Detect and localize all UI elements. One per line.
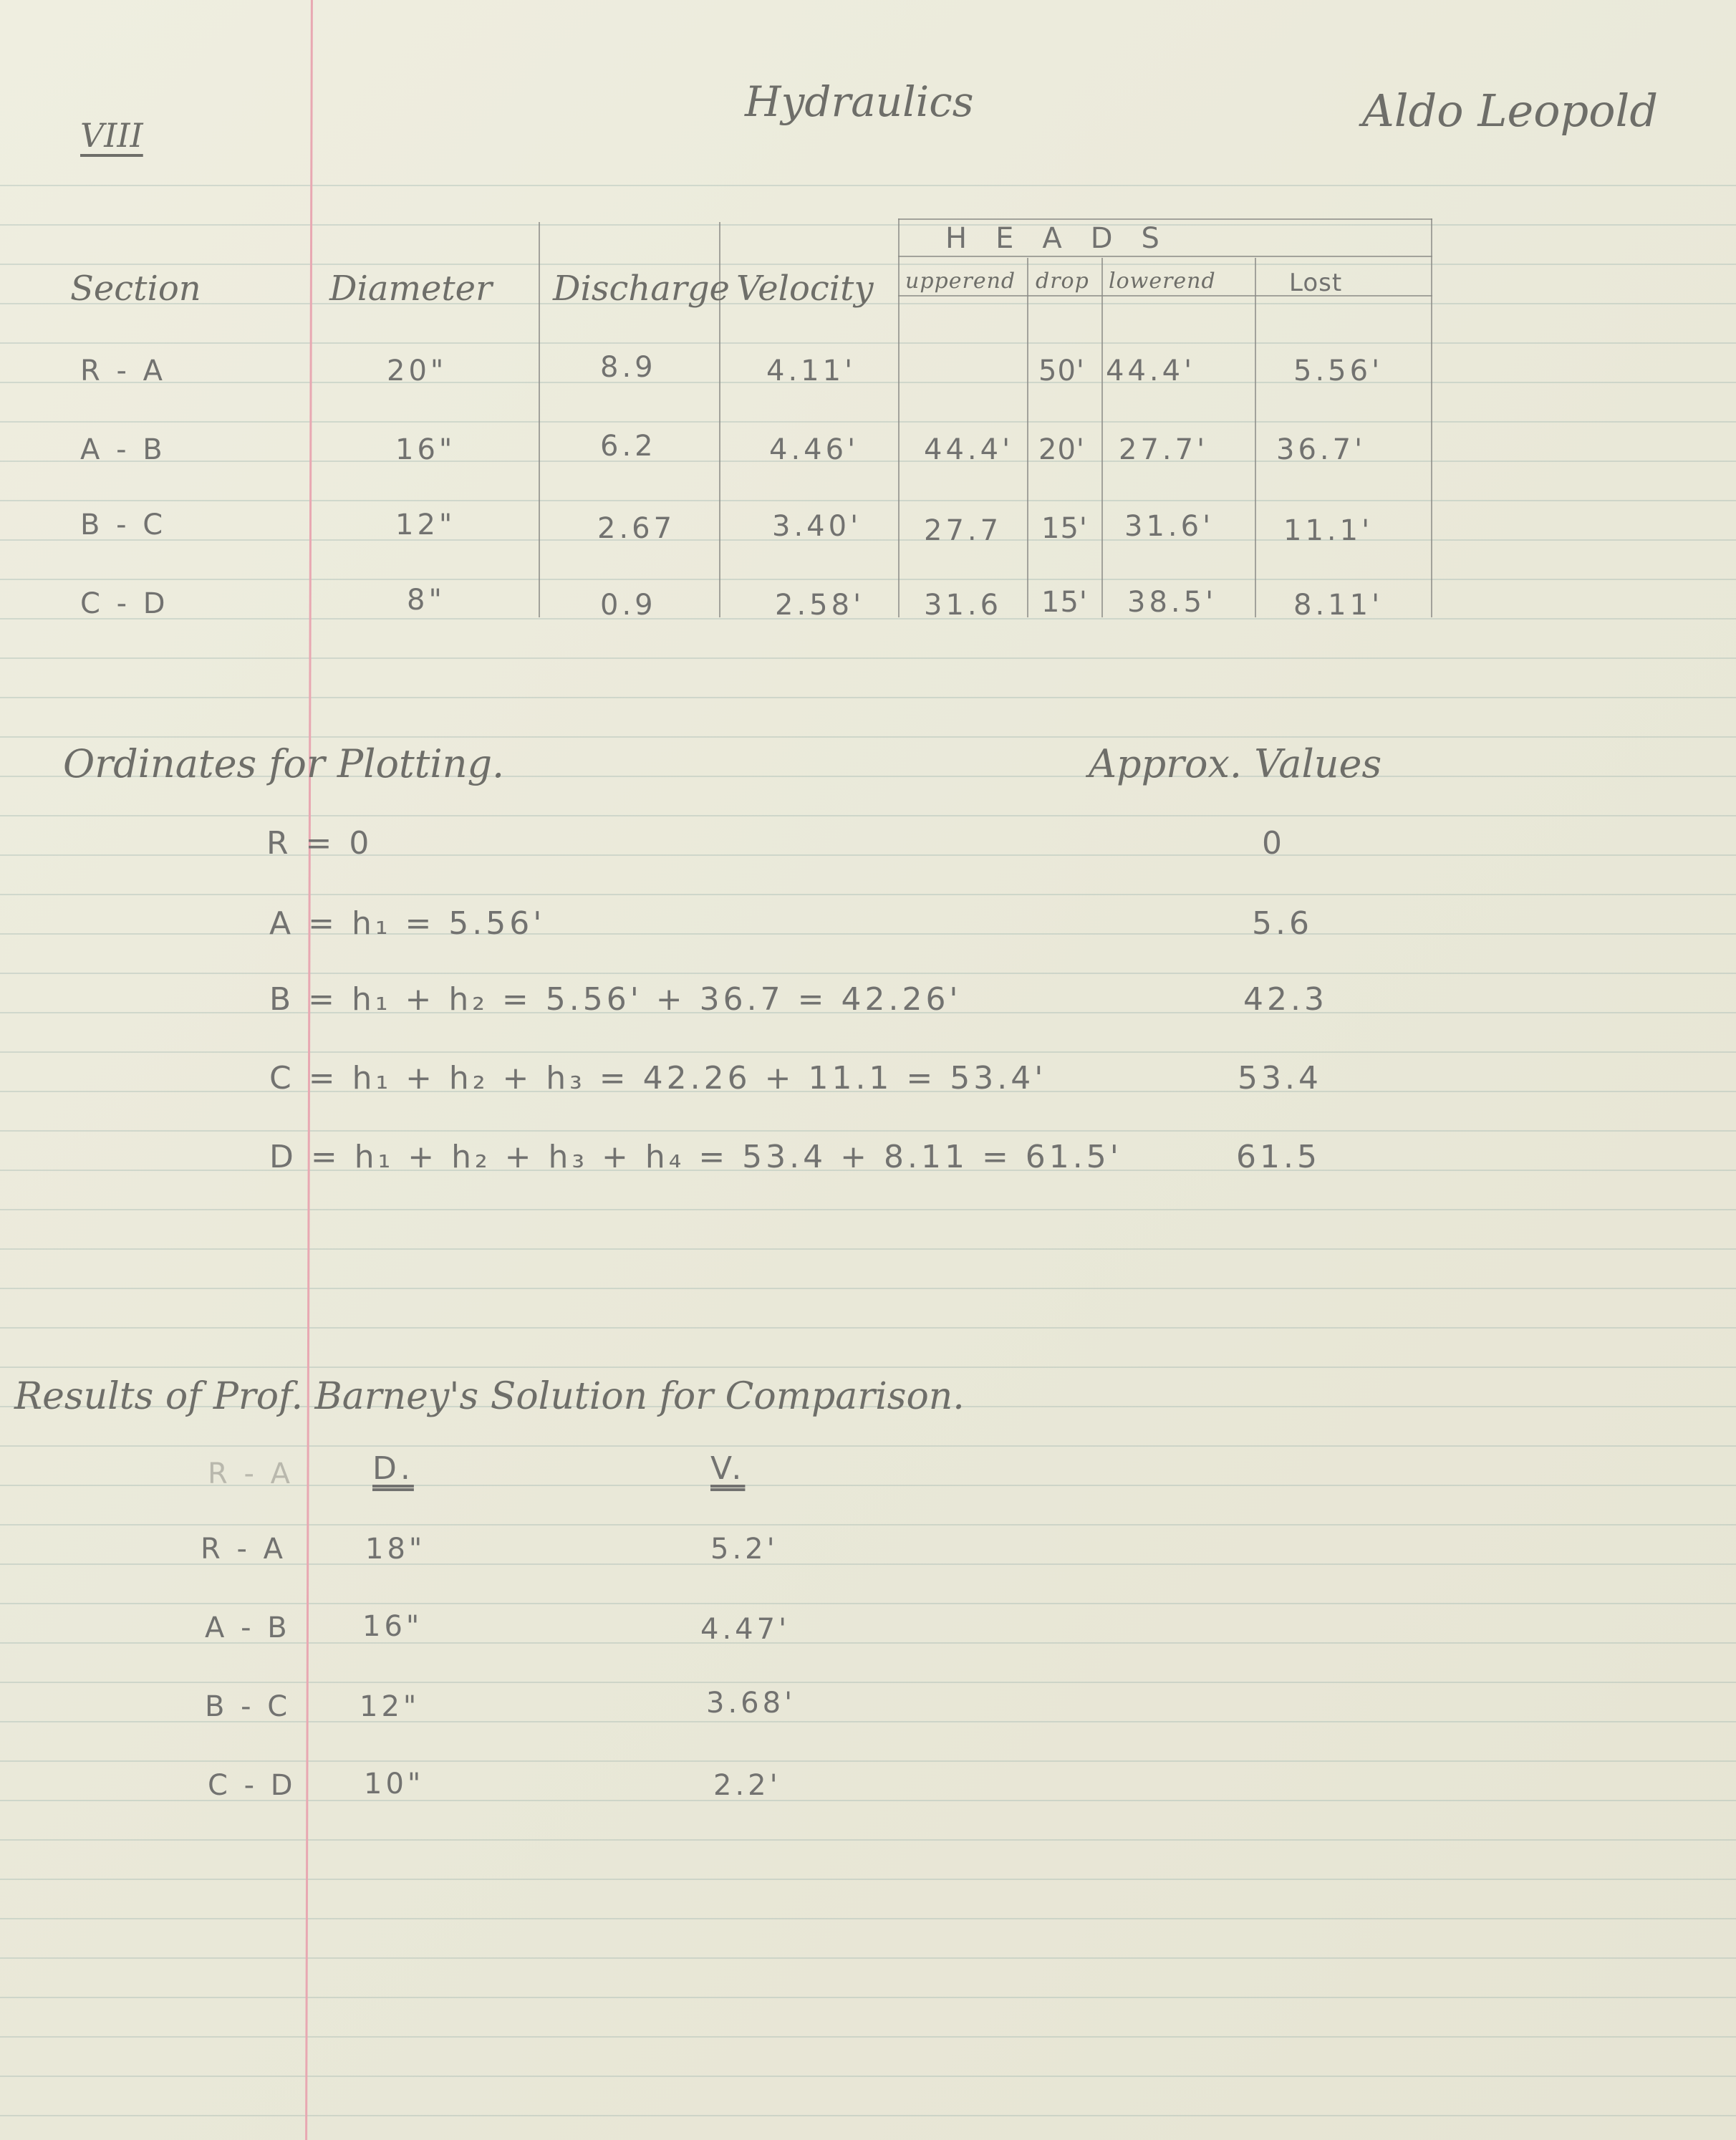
table-cell-drop: 15' (1041, 586, 1088, 619)
results-row-d: 16" (362, 1610, 423, 1643)
approx-values-title: Approx. Values (1089, 741, 1382, 786)
page-title: Hydraulics (745, 77, 974, 126)
discharge-header: Discharge (553, 269, 730, 309)
table-rule (898, 295, 1432, 297)
table-cell-lost: 5.56' (1293, 355, 1384, 387)
ordinate-approx: 5.6 (1252, 905, 1313, 942)
table-cell-diameter: 8" (407, 584, 445, 617)
results-row-section: R - A (201, 1533, 287, 1566)
ordinate-equation: D = h₁ + h₂ + h₃ + h₄ = 53.4 + 8.11 = 61.5' (269, 1139, 1122, 1175)
results-row-d: 12" (360, 1690, 420, 1723)
table-cell-drop: 20' (1038, 433, 1085, 466)
table-cell-velocity: 3.40' (772, 510, 862, 543)
ordinate-approx: 53.4 (1238, 1060, 1322, 1096)
table-divider (898, 218, 900, 617)
table-cell-lowerend: 27.7' (1119, 433, 1209, 466)
table-rule (898, 256, 1432, 257)
drop-header: drop (1036, 269, 1089, 294)
ordinate-equation: B = h₁ + h₂ = 5.56' + 36.7 = 42.26' (269, 981, 962, 1018)
table-cell-section: R - A (80, 355, 167, 387)
table-cell-upperend: 44.4' (924, 433, 1014, 466)
table-divider (1027, 258, 1028, 617)
table-cell-lowerend: 31.6' (1124, 510, 1215, 543)
table-cell-lost: 36.7' (1276, 433, 1366, 466)
faint-label: R - A (208, 1457, 294, 1490)
section-header: Section (70, 269, 201, 309)
table-divider (1255, 258, 1256, 617)
table-cell-lowerend: 38.5' (1127, 586, 1217, 619)
author-signature: Aldo Leopold (1362, 85, 1659, 137)
heads-header: HEADS (945, 222, 1188, 255)
table-cell-lowerend: 44.4' (1106, 355, 1196, 387)
page-roman-numeral: VIII (80, 116, 143, 155)
table-cell-drop: 15' (1041, 512, 1088, 545)
table-divider (1101, 258, 1103, 617)
results-col-d: D. (372, 1450, 414, 1487)
results-row-v: 2.2' (713, 1769, 781, 1802)
table-cell-lost: 8.11' (1293, 589, 1384, 622)
table-cell-diameter: 20" (387, 355, 448, 387)
table-cell-upperend: 27.7 (924, 514, 1003, 547)
table-cell-velocity: 4.11' (766, 355, 857, 387)
results-row-d: 10" (364, 1768, 425, 1801)
results-row-section: A - B (205, 1611, 291, 1644)
table-divider (539, 222, 540, 617)
lost-header: Lost (1289, 269, 1343, 297)
results-row-v: 5.2' (710, 1533, 778, 1566)
results-row-v: 3.68' (706, 1687, 796, 1720)
table-cell-drop: 50' (1038, 355, 1085, 387)
table-cell-diameter: 12" (395, 509, 456, 541)
diameter-header: Diameter (329, 269, 493, 309)
results-row-v: 4.47' (700, 1613, 791, 1646)
velocity-header: Velocity (736, 269, 874, 309)
table-cell-discharge: 0.9 (600, 589, 657, 622)
results-row-d: 18" (365, 1533, 426, 1566)
ordinate-approx: 42.3 (1243, 981, 1328, 1018)
table-cell-velocity: 2.58' (775, 589, 865, 622)
table-cell-upperend: 31.6 (924, 589, 1003, 622)
results-row-section: B - C (205, 1690, 291, 1723)
ordinate-equation: A = h₁ = 5.56' (269, 905, 546, 942)
table-cell-discharge: 8.9 (600, 351, 657, 384)
table-cell-discharge: 2.67 (597, 512, 676, 545)
table-cell-diameter: 16" (395, 433, 456, 466)
ordinate-approx: 0 (1262, 825, 1286, 862)
upperend-header: upperend (905, 269, 1016, 294)
table-cell-lost: 11.1' (1283, 514, 1374, 547)
ordinate-equation: R = 0 (266, 825, 373, 862)
table-cell-discharge: 6.2 (600, 430, 657, 463)
results-row-section: C - D (208, 1769, 296, 1802)
table-cell-section: C - D (80, 587, 169, 620)
table-cell-section: A - B (80, 433, 166, 466)
lowerend-header: lowerend (1109, 269, 1216, 294)
table-cell-velocity: 4.46' (769, 433, 859, 466)
results-title: Results of Prof. Barney's Solution for Comparison. (14, 1375, 965, 1418)
table-cell-section: B - C (80, 509, 167, 541)
results-col-v: V. (710, 1450, 746, 1487)
table-divider (1431, 218, 1432, 617)
table-rule (898, 218, 1432, 220)
ordinate-approx: 61.5 (1236, 1139, 1321, 1175)
ordinate-equation: C = h₁ + h₂ + h₃ = 42.26 + 11.1 = 53.4' (269, 1060, 1047, 1096)
ordinates-title: Ordinates for Plotting. (63, 741, 505, 786)
